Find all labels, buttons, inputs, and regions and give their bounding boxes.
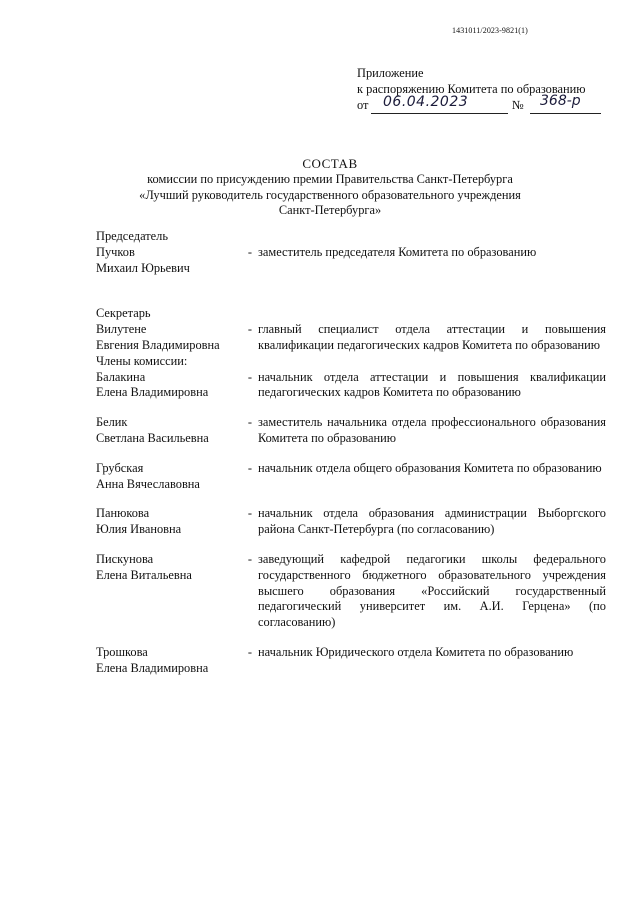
- number-label: №: [512, 97, 524, 112]
- secretary-heading: Секретарь: [96, 306, 151, 321]
- member-surname: Вилутене: [96, 322, 147, 337]
- title-line-3: Санкт-Петербурга»: [278, 203, 382, 218]
- appendix-title: Приложение: [357, 66, 424, 80]
- title-line-2: «Лучший руководитель государственного образовательного учреждения: [139, 187, 521, 202]
- date-number-row: [357, 92, 607, 116]
- member-surname: Пискунова: [96, 551, 154, 566]
- dash-separator: -: [247, 415, 253, 430]
- dash-separator: -: [247, 460, 253, 475]
- member-entry: [96, 461, 606, 493]
- chair-heading: Председатель: [96, 229, 169, 243]
- member-given-name: Светлана Васильевна: [96, 430, 209, 445]
- member-entry: [96, 506, 606, 538]
- member-given-name: Елена Владимировна: [96, 385, 209, 400]
- document-title-block: [100, 156, 560, 219]
- commission-members: [96, 229, 606, 677]
- member-entry: [96, 415, 606, 447]
- dash-separator: -: [247, 322, 253, 337]
- member-name: [96, 245, 242, 277]
- member-position: начальник Юридического отдела Комитета по образованию: [258, 644, 574, 659]
- member-given-name: Евгения Владимировна: [96, 337, 220, 352]
- member-position: заведующий кафедрой педагогики школы федерального государственного бюджетного образовательного учреждения высшего образования «Российский государственный педагогический университет им. А.И. Герцена» (по согласованию): [258, 551, 606, 630]
- dash-separator: -: [247, 644, 253, 659]
- number-field: [530, 92, 601, 114]
- dash-separator: -: [247, 244, 253, 259]
- member-name: [96, 415, 242, 447]
- member-position: заместитель председателя Комитета по образованию: [258, 244, 537, 259]
- member-position: главный специалист отдела аттестации и повышения квалификации педагогических кадров Комитета по образованию: [258, 322, 606, 352]
- member-position: начальник отдела аттестации и повышения квалификации педагогических кадров Комитета по образованию: [258, 369, 606, 400]
- member-name: [96, 506, 242, 538]
- member-given-name: Елена Витальевна: [96, 567, 192, 582]
- member-given-name: Михаил Юрьевич: [96, 260, 190, 275]
- member-surname: Балакина: [96, 369, 146, 384]
- member-entry: [96, 370, 606, 402]
- appendix-block: [357, 66, 607, 116]
- member-surname: Грубская: [96, 460, 144, 475]
- date-field: [371, 93, 508, 114]
- registration-number: 1431011/2023-9821(1): [452, 26, 528, 35]
- member-name: [96, 552, 242, 584]
- dash-separator: -: [247, 551, 253, 566]
- member-position: начальник отдела образования администрации Выборгского района Санкт-Петербурга (по согласованию): [258, 506, 606, 537]
- member-name: [96, 322, 242, 354]
- member-entry: [96, 552, 606, 631]
- handwritten-number: 368-р: [540, 92, 581, 109]
- member-given-name: Анна Вячеславовна: [96, 476, 200, 491]
- member-given-name: Юлия Ивановна: [96, 522, 182, 537]
- member-name: [96, 645, 242, 677]
- member-surname: Белик: [96, 415, 128, 430]
- title-line-1: комиссии по присуждению премии Правительства Санкт-Петербурга: [147, 171, 513, 186]
- handwritten-date: 06.04.2023: [383, 93, 469, 110]
- member-surname: Панюкова: [96, 506, 150, 521]
- appendix-reference: к распоряжению Комитета по образованию: [357, 81, 586, 96]
- members-heading: Члены комиссии:: [96, 353, 188, 368]
- date-label: от: [357, 97, 369, 112]
- member-entry: [96, 245, 606, 277]
- member-name: [96, 461, 242, 493]
- member-surname: Трошкова: [96, 644, 148, 659]
- member-entry: [96, 322, 606, 354]
- member-position: начальник отдела общего образования Комитета по образованию: [258, 460, 602, 475]
- member-surname: Пучков: [96, 244, 135, 259]
- member-name: [96, 370, 242, 402]
- dash-separator: -: [247, 506, 253, 521]
- member-position: заместитель начальника отдела профессионального образования Комитета по образованию: [258, 415, 606, 445]
- dash-separator: -: [247, 369, 253, 384]
- document-title: СОСТАВ: [302, 156, 358, 171]
- member-given-name: Елена Владимировна: [96, 660, 209, 675]
- member-entry: [96, 645, 606, 677]
